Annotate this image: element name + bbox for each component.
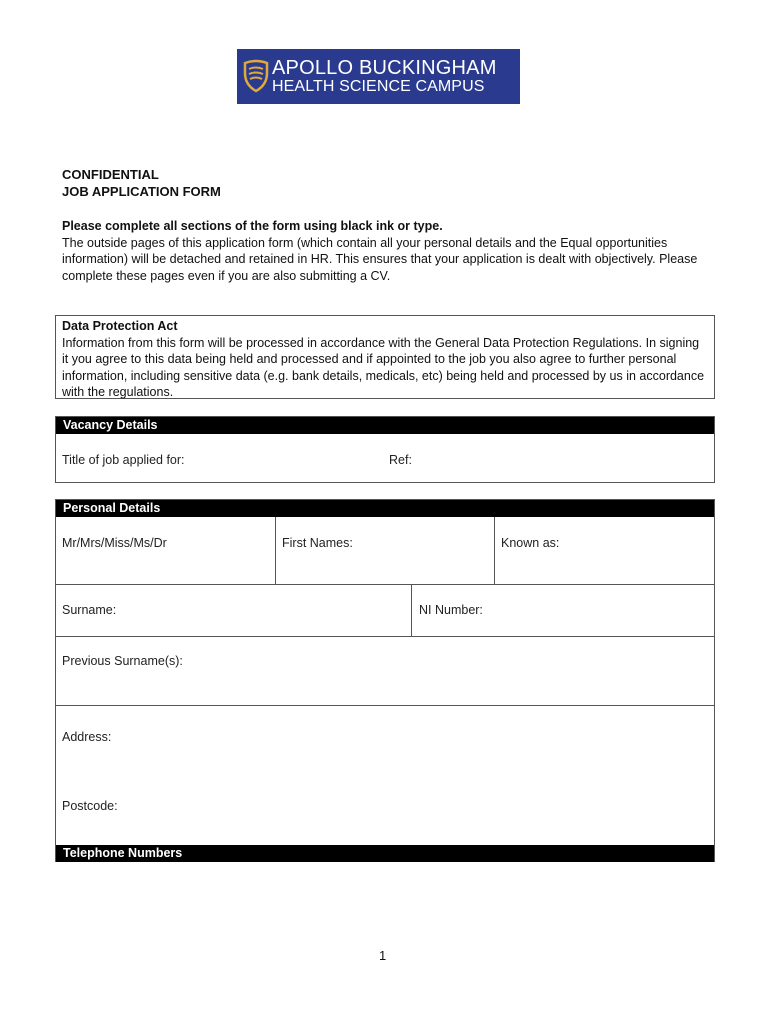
ref-label: Ref: [389,453,412,467]
instructions-body: The outside pages of this application form (which contain all your personal details and the Equal opportunities information) will be detached and retained in HR. This ensures that your application is dealt with objectively. Please complete these pages even if you are also submitting a CV. [62,235,698,283]
divider [275,517,276,584]
address-label: Address: [62,730,112,744]
divider [411,584,412,636]
form-title: JOB APPLICATION FORM [62,184,221,199]
job-title-label: Title of job applied for: [62,453,185,467]
telephone-numbers-header: Telephone Numbers [56,845,714,862]
personal-details-section [55,499,715,862]
confidential-heading: CONFIDENTIAL [62,167,159,182]
surname-label: Surname: [62,603,117,617]
logo-text-line2: HEALTH SCIENCE CAMPUS [272,78,485,95]
first-names-label: First Names: [282,536,353,550]
campus-logo [237,49,520,104]
known-as-label: Known as: [501,536,560,550]
personal-details-header: Personal Details [56,500,714,517]
divider [56,705,714,706]
divider [56,636,714,637]
data-protection-title: Data Protection Act [62,319,178,333]
instructions [62,218,712,284]
divider [56,584,714,585]
ni-number-label: NI Number: [419,603,483,617]
data-protection-box [55,315,715,399]
previous-surname-label: Previous Surname(s): [62,654,183,668]
vacancy-details-header: Vacancy Details [56,417,714,434]
divider [494,517,495,584]
data-protection-body: Information from this form will be processed in accordance with the General Data Protection Regulations. In signing it you agree to this data being held and processed and if appointed to the job you also agree to further personal information, including sensitive data (e.g. bank details, medicals, etc) being held and processed by us in accordance with the regulations. [62,335,705,399]
vacancy-details-section [55,416,715,483]
title-label: Mr/Mrs/Miss/Ms/Dr [62,536,167,550]
shield-icon [242,59,270,93]
logo-text-line1: APOLLO BUCKINGHAM [272,57,497,79]
page-number: 1 [379,948,387,963]
postcode-label: Postcode: [62,799,118,813]
instructions-bold-line: Please complete all sections of the form using black ink or type. [62,219,443,233]
